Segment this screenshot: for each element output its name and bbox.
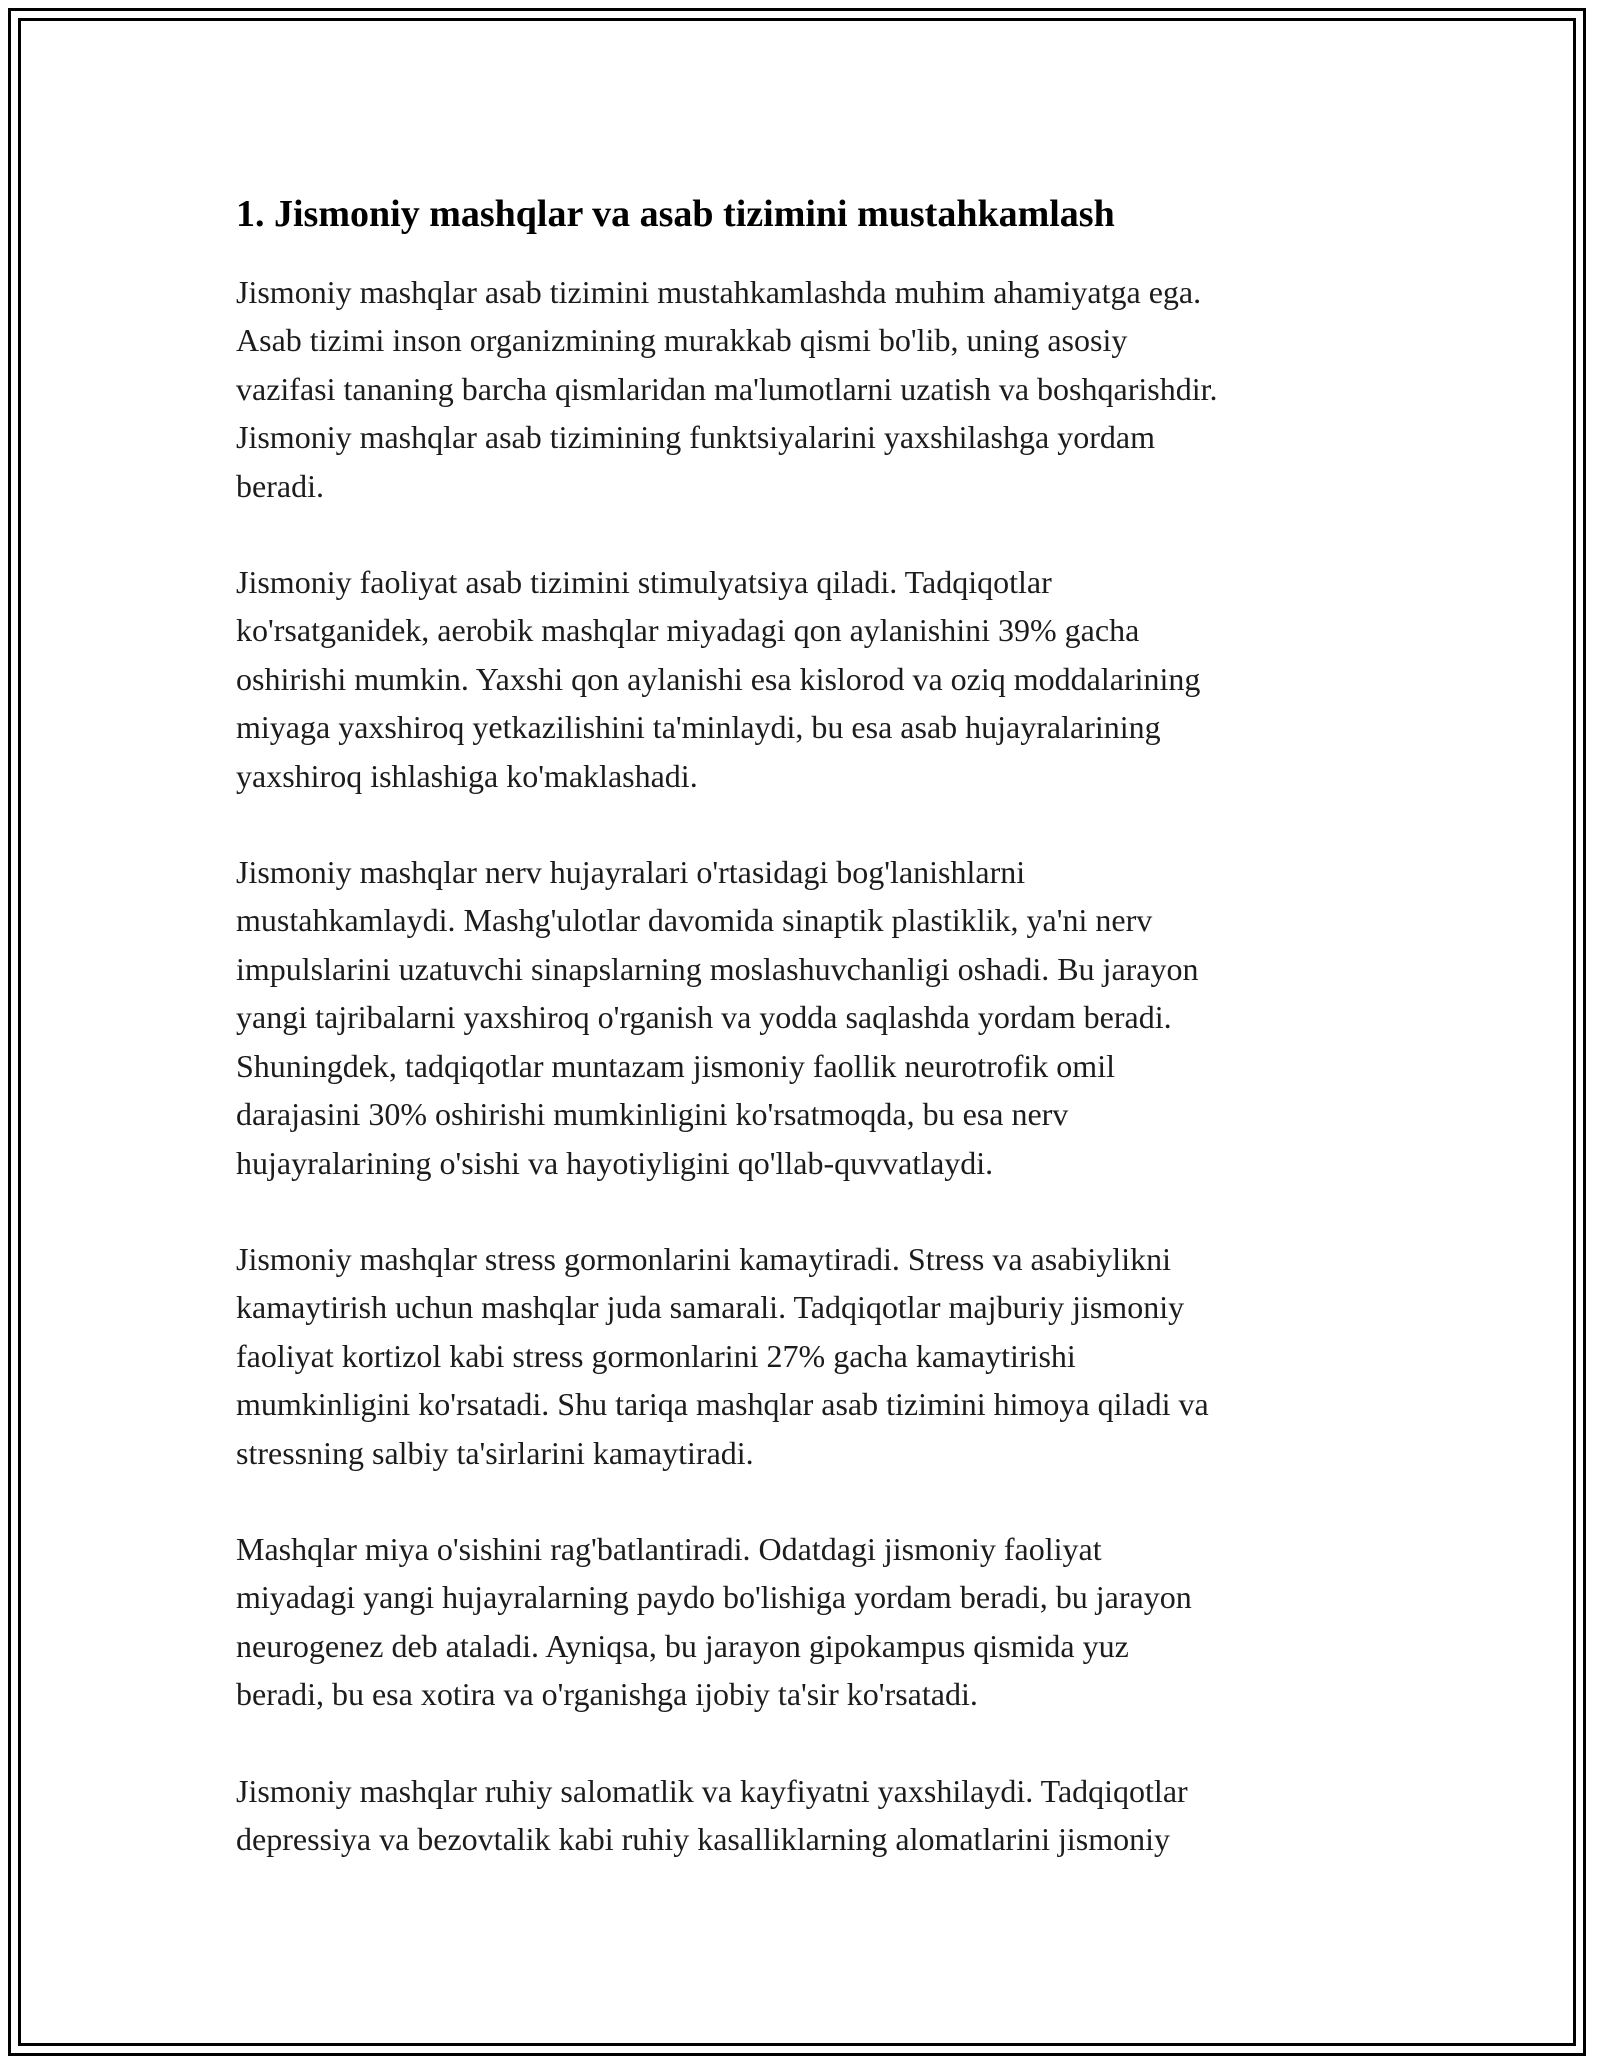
paragraph-line: Asab tizimi inson organizmining murakkab qismi bo'lib, uning asosiy	[236, 322, 1128, 359]
paragraph-line: neurogenez deb ataladi. Ayniqsa, bu jarayon gipokampus qismida yuz	[236, 1627, 1129, 1664]
paragraph-line: Jismoniy mashqlar asab tizimini mustahkamlashda muhim ahamiyatga ega.	[236, 274, 1202, 310]
paragraph-list	[236, 268, 1376, 1863]
paragraph-line: ko'rsatganidek, aerobik mashqlar miyadagi qon aylanishini 39% gacha	[236, 612, 1140, 649]
paragraph-line: Jismoniy faoliyat asab tizimini stimulyatsiya qiladi. Tadqiqotlar	[236, 564, 1052, 601]
body-paragraph	[236, 1525, 1376, 1719]
paragraph-line: mumkinligini ko'rsatadi. Shu tariqa mashqlar asab tizimini himoya qiladi va	[236, 1386, 1209, 1423]
body-paragraph	[236, 558, 1376, 800]
paragraph-line: Jismoniy mashqlar asab tizimining funktsiyalarini yaxshilashga yordam	[236, 419, 1155, 456]
paragraph-line: Jismoniy mashqlar ruhiy salomatlik va kayfiyatni yaxshilaydi. Tadqiqotlar	[236, 1772, 1188, 1809]
body-paragraph	[236, 1767, 1376, 1864]
section-heading: 1. Jismoniy mashqlar va asab tizimini mustahkamlash	[236, 193, 1115, 235]
paragraph-line: faoliyat kortizol kabi stress gormonlarini 27% gacha kamaytirishi	[236, 1337, 1076, 1374]
paragraph-line: miyadagi yangi hujayralarning paydo bo'lishiga yordam beradi, bu jarayon	[236, 1579, 1192, 1616]
paragraph-line: stressning salbiy ta'sirlarini kamaytiradi.	[236, 1434, 754, 1471]
paragraph-line: impulslarini uzatuvchi sinapslarning moslashuvchanligi oshadi. Bu jarayon	[236, 950, 1199, 987]
paragraph-line: darajasini 30% oshirishi mumkinligini ko'rsatmoqda, bu esa nerv	[236, 1096, 1069, 1133]
body-paragraph	[236, 848, 1376, 1187]
paragraph-line: depressiya va bezovtalik kabi ruhiy kasalliklarning alomatlarini jismoniy	[236, 1820, 1170, 1857]
paragraph-line: oshirishi mumkin. Yaxshi qon aylanishi esa kislorod va oziq moddalarining	[236, 660, 1201, 697]
paragraph-line: beradi.	[236, 467, 324, 504]
paragraph-line: Shuningdek, tadqiqotlar muntazam jismoniy faollik neurotrofik omil	[236, 1047, 1115, 1084]
paragraph-line: kamaytirish uchun mashqlar juda samarali. Tadqiqotlar majburiy jismoniy	[236, 1289, 1185, 1326]
document-body	[236, 186, 1376, 1911]
paragraph-line: miyaga yaxshiroq yetkazilishini ta'minlaydi, bu esa asab hujayralarining	[236, 709, 1161, 746]
paragraph-line: Jismoniy mashqlar nerv hujayralari o'rtasidagi bog'lanishlarni	[236, 854, 1026, 891]
paragraph-line: mustahkamlaydi. Mashg'ulotlar davomida sinaptik plastiklik, ya'ni nerv	[236, 902, 1153, 939]
paragraph-line: Mashqlar miya o'sishini rag'batlantiradi. Odatdagi jismoniy faoliyat	[236, 1530, 1102, 1567]
paragraph-line: Jismoniy mashqlar stress gormonlarini kamaytiradi. Stress va asabiylikni	[236, 1240, 1171, 1277]
paragraph-line: hujayralarining o'sishi va hayotiyligini qo'llab-quvvatlaydi.	[236, 1144, 994, 1181]
paragraph-line: beradi, bu esa xotira va o'rganishga ijobiy ta'sir ko'rsatadi.	[236, 1676, 978, 1713]
paragraph-line: vazifasi tananing barcha qismlaridan ma'lumotlarni uzatish va boshqarishdir.	[236, 370, 1218, 407]
paragraph-line: yangi tajribalarni yaxshiroq o'rganish va yodda saqlashda yordam beradi.	[236, 999, 1172, 1036]
body-paragraph	[236, 268, 1376, 510]
paragraph-line: yaxshiroq ishlashiga ko'maklashadi.	[236, 757, 698, 794]
body-paragraph	[236, 1235, 1376, 1477]
